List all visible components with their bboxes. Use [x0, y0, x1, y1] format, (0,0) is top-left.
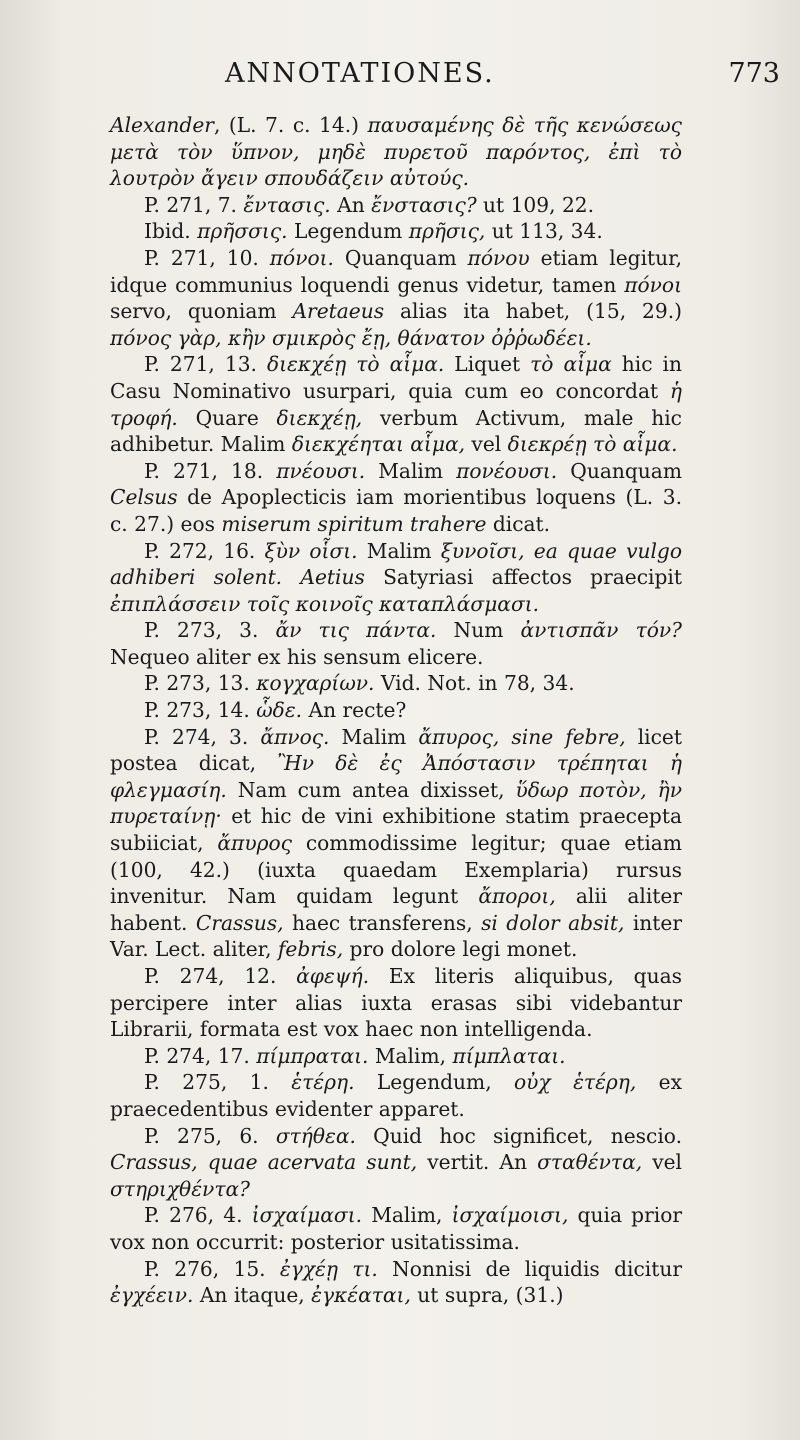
greek-text: στηριχθέντα? [110, 1176, 250, 1201]
latin-text: et hic de vini exhibitione statim praecepta subiiciat, [110, 804, 682, 856]
latin-text: Quare [177, 405, 277, 430]
page-line-reference: P. 276, 4. [144, 1203, 252, 1228]
page-line-reference: P. 273, 14. [144, 698, 257, 723]
latin-text: Quanquam [557, 458, 682, 483]
italic-text: Aetius [300, 565, 365, 590]
greek-text: πρῆσσις. [197, 219, 288, 244]
annotation-paragraph [110, 351, 682, 457]
greek-text: ἄπνος. [260, 724, 330, 749]
annotation-paragraph [110, 617, 682, 670]
latin-text: An recte? [302, 698, 407, 723]
latin-text [198, 1150, 208, 1174]
greek-text: πίμπλαται. [452, 1043, 566, 1068]
greek-text: διεκρέῃ τὸ αἷμα. [507, 432, 678, 457]
latin-text: quia prior vox non occurrit: posterior usitatissima. [110, 1203, 682, 1254]
latin-text: vel [465, 432, 508, 457]
greek-text: πόνοι [624, 272, 682, 297]
italic-text: sine febre, [511, 724, 626, 749]
italic-text: febris, [277, 937, 344, 962]
greek-text: ἔντασις. [243, 192, 331, 217]
greek-text: σταθέντα, [537, 1150, 643, 1175]
page-line-reference: P. 276, 15. [144, 1256, 280, 1281]
greek-text: ἄποροι, [478, 884, 556, 909]
latin-text: Satyriasi affectos praecipit [364, 565, 682, 590]
latin-text: Nequeo aliter ex his sensum elicere. [110, 644, 484, 669]
latin-text: Nam cum antea dixisset, [226, 777, 516, 802]
greek-text: στήθεα. [275, 1123, 356, 1148]
page-line-reference: P. 274, 12. [144, 964, 297, 988]
page-line-reference: P. 275, 6. [144, 1123, 276, 1148]
greek-text: ἄπυρος, [418, 724, 500, 749]
page-line-reference: Ibid. [144, 219, 198, 244]
greek-text: ἄν τις πάντα. [275, 618, 437, 643]
page-line-reference: P. 272, 16. [144, 538, 265, 563]
page-line-reference: P. 271, 13. [144, 352, 267, 377]
greek-text: ἐγχέειν. [110, 1283, 194, 1308]
page-line-reference: P. 273, 3. [144, 618, 276, 643]
latin-text: inter Var. Lect. aliter, [110, 910, 682, 962]
greek-text: διεκχέῃ τὸ αἷμα. [266, 352, 445, 377]
greek-text: ἰσχαίμασι. [251, 1203, 363, 1228]
greek-text: πνέουσι. [276, 458, 366, 483]
latin-text: An itaque, [193, 1283, 312, 1308]
latin-text: haec transferens, [283, 910, 482, 935]
italic-text: Aretaeus [292, 299, 385, 324]
greek-text: ἀφεψή. [296, 964, 370, 988]
latin-text [525, 539, 534, 563]
greek-text: οὐχ ἑτέρη, [514, 1070, 637, 1095]
page-line-reference: P. 271, 7. [144, 192, 244, 217]
annotation-paragraph [110, 697, 682, 724]
annotation-paragraph [110, 1069, 682, 1122]
latin-text: vel [642, 1150, 682, 1175]
latin-text: pro dolore legi monet. [343, 937, 578, 962]
annotation-paragraph [110, 218, 682, 245]
greek-text: ἰσχαίμοισι, [451, 1203, 569, 1228]
greek-text: πονέουσι. [456, 458, 558, 483]
latin-text [282, 565, 300, 589]
greek-text: πόνοι. [269, 245, 334, 270]
page-line-reference: P. 274, 17. [144, 1043, 257, 1068]
greek-text: πόνος γὰρ, κἢν σμικρὸς ἔῃ, θάνατον ὀῤῥωδέει. [110, 325, 592, 350]
latin-text: Malim, [362, 1203, 452, 1228]
latin-text: Liquet [444, 352, 531, 377]
latin-text: An [330, 192, 372, 217]
greek-text: ξὺν οἷσι. [264, 538, 358, 563]
page-line-reference: P. 275, 1. [144, 1070, 292, 1095]
greek-text: κογχαρίων. [256, 671, 375, 696]
page-line-reference: P. 273, 13. [144, 671, 257, 696]
latin-text: hic in Casu Nominativo usurpari, quia cum eo concordat [110, 352, 682, 403]
latin-text: dicat. [486, 511, 551, 536]
greek-text: ἐγκέαται, [311, 1283, 411, 1308]
latin-text: Malim, [368, 1043, 453, 1068]
annotation-paragraph [110, 963, 682, 1043]
greek-text: ἑτέρη. [291, 1070, 355, 1095]
latin-text: ex praecedentibus evidenter apparet. [110, 1070, 683, 1121]
annotation-paragraph [110, 112, 682, 192]
latin-text: Quanquam [333, 245, 468, 270]
latin-text: verbum Activum, male hic adhibetur. Malim [110, 405, 682, 457]
latin-text: , (L. 7. c. 14.) [213, 113, 368, 137]
greek-text: ἄπυρος [217, 831, 292, 856]
greek-text: παυσαμένης δὲ τῆς κενώσεως μετὰ τὸν ὕπνον, μηδὲ πυρετοῦ παρόντος, ἐπὶ τὸ λουτρὸν ἄγειν σπουδάζειν αὐτούς. [110, 113, 682, 191]
italic-text: Crassus, [195, 910, 284, 935]
annotation-paragraph [110, 670, 682, 697]
page-line-reference: P. 271, 10. [144, 245, 270, 270]
greek-text: διεκχέῃ, [276, 405, 363, 430]
italic-text: Alexander [110, 113, 214, 137]
latin-text [499, 725, 511, 749]
latin-text: Nonnisi de liquidis dicitur [377, 1256, 682, 1281]
latin-text: de Apoplecticis iam morientibus loquens (L. 3. c. 27.) eos [110, 485, 682, 536]
greek-text: ἐγχέῃ τι. [279, 1256, 378, 1281]
greek-text: ὕδωρ ποτὸν, ἢν πυρεταίνῃ· [110, 777, 682, 829]
greek-text: διεκχέηται αἷμα, [291, 432, 466, 457]
latin-text: Quid hoc significet, nescio. [355, 1123, 682, 1148]
annotations-body [110, 112, 682, 1309]
greek-text: ἀντισπᾶν τόν? [520, 618, 682, 643]
latin-text: Num [436, 618, 521, 643]
greek-text: ἔνστασις? [371, 192, 477, 217]
annotation-paragraph [110, 724, 682, 963]
latin-text: etiam legitur, idque communius loquendi genus videtur, tamen [110, 245, 682, 297]
greek-text: Ἢν δὲ ἐς Ἀπόστασιν τρέπηται ἡ φλεγμασίη. [110, 751, 682, 802]
italic-text: miserum spiritum trahere [221, 511, 487, 536]
italic-text: Celsus [110, 485, 178, 510]
latin-text: Legendum, [354, 1070, 515, 1095]
annotation-paragraph [110, 1123, 682, 1203]
latin-text: alii aliter habent. [110, 884, 682, 935]
running-title: ANNOTATIONES. [225, 58, 495, 89]
annotation-paragraph [110, 538, 682, 618]
page-line-reference: P. 271, 18. [144, 458, 277, 483]
latin-text: Vid. Not. in 78, 34. [374, 671, 575, 696]
italic-text: ea quae vulgo adhiberi solent. [110, 538, 683, 590]
page-line-reference: P. 274, 3. [144, 724, 261, 749]
italic-text: quae acervata sunt, [207, 1150, 418, 1175]
greek-text: πίμπραται. [256, 1043, 369, 1068]
italic-text: Crassus, [110, 1150, 198, 1175]
page-header [110, 58, 782, 98]
annotation-paragraph [110, 1256, 682, 1309]
latin-text: vertit. An [417, 1150, 538, 1175]
italic-text: si dolor absit, [481, 910, 625, 935]
greek-text: πρῆσις, [408, 219, 486, 244]
annotation-paragraph [110, 458, 682, 538]
annotation-paragraph [110, 1202, 682, 1255]
greek-text: ὧδε. [256, 698, 303, 723]
page-number: 773 [728, 58, 780, 89]
latin-text: Malim [365, 458, 457, 483]
latin-text: Malim [357, 538, 441, 563]
latin-text: Legendum [287, 219, 409, 244]
greek-text: ξυνοῖσι, [440, 538, 525, 563]
annotation-paragraph [110, 192, 682, 219]
annotation-paragraph [110, 1043, 682, 1070]
latin-text: Ex literis aliquibus, quas percipere inter alias iuxta erasas sibi videbantur Librarii, formata est vox haec non intelligenda. [110, 964, 682, 1042]
greek-text: ἡ τροφή. [110, 378, 682, 430]
greek-text: τὸ αἷμα [530, 352, 612, 377]
latin-text: ut 113, 34. [485, 219, 603, 244]
greek-text: πόνου [467, 245, 530, 270]
latin-text: licet postea dicat, [110, 724, 682, 776]
latin-text: servo, quoniam [110, 299, 293, 324]
latin-text: ut 109, 22. [476, 192, 595, 217]
annotation-paragraph [110, 245, 682, 351]
latin-text: alias ita habet, (15, 29.) [384, 299, 682, 324]
latin-text: commodissime legitur; quae etiam (100, 42.) (iuxta quaedam Exemplaria) rursus invenitur. Nam quidam legunt [110, 831, 682, 909]
greek-text: ἐπιπλάσσειν τοῖς κοινοῖς καταπλάσμασι. [110, 591, 540, 616]
latin-text: ut supra, (31.) [410, 1283, 564, 1308]
latin-text: Malim [329, 724, 419, 749]
